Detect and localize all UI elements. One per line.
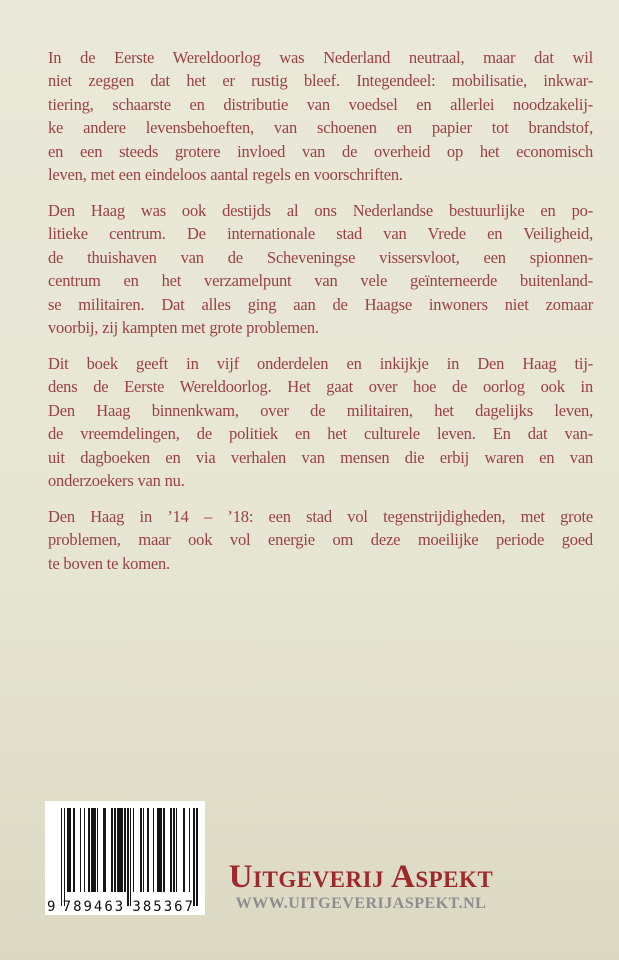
text-line: onderzoekers van nu.	[48, 470, 185, 490]
barcode-digits	[47, 900, 195, 914]
text-line: Den Haag in ’14 – ’18: een stad vol tegenstrijdigheden, met grote	[48, 506, 593, 526]
back-cover-blurb	[48, 46, 593, 588]
text-line: problemen, maar ook vol energie om deze moeilijke periode goed	[48, 530, 593, 550]
blurb-paragraph	[48, 199, 593, 339]
text-line: de vreemdelingen, de politiek en het culturele leven. En dat van-	[48, 424, 593, 444]
isbn-barcode	[45, 801, 205, 915]
barcode-bars	[61, 808, 197, 908]
text-line: Den Haag was ook destijds al ons Nederlandse bestuurlijke en po-	[48, 200, 593, 220]
text-line: centrum en het verzamelpunt van vele geïnterneerde buitenland-	[48, 271, 593, 291]
text-line: niet zeggen dat het er rustig bleef. Integendeel: mobilisatie, inkwar-	[48, 71, 593, 91]
text-line: litieke centrum. De internationale stad van Vrede en Veiligheid,	[48, 224, 593, 244]
blurb-paragraph	[48, 352, 593, 492]
text-line: Den Haag binnenkwam, over de militairen, het dagelijks leven,	[48, 400, 593, 420]
text-line: In de Eerste Wereldoorlog was Nederland neutraal, maar dat wil	[48, 48, 593, 67]
footer	[45, 795, 597, 915]
text-line: Dit boek geeft in vijf onderdelen en inkijkje in Den Haag tij-	[48, 353, 593, 373]
text-line: en een steeds grotere invloed van de overheid op het economisch	[48, 141, 593, 161]
text-line: leven, met een eindeloos aantal regels en voorschriften.	[48, 165, 403, 185]
isbn-group-2: 385367	[132, 899, 195, 915]
text-line: de thuishaven van de Scheveningse vissersvloot, een spionnen-	[48, 247, 593, 267]
blurb-paragraph	[48, 505, 593, 575]
publisher-website: WWW.UITGEVERIJASPEKT.NL	[235, 895, 487, 913]
text-line: dens de Eerste Wereldoorlog. Het gaat over hoe de oorlog ook in	[48, 377, 593, 397]
text-line: se militairen. Dat alles ging aan de Haagse inwoners niet zomaar	[48, 294, 593, 314]
text-line: tiering, schaarste en distributie van voedsel en allerlei noodzakelij-	[48, 94, 593, 114]
publisher-block	[215, 861, 507, 913]
text-line: te boven te komen.	[48, 553, 170, 573]
publisher-name: Uitgeverij Aspekt	[228, 859, 494, 896]
text-line: voorbij, zij kampten met grote problemen.	[48, 317, 319, 337]
isbn-check-digit: 9	[47, 899, 56, 915]
isbn-group-1: 789463	[62, 899, 126, 915]
text-line: uit dagboeken en via verhalen van mensen die erbij waren en van	[48, 447, 593, 467]
text-line: ke andere levensbehoeften, van schoenen en papier tot brandstof,	[48, 118, 593, 138]
blurb-paragraph	[48, 46, 593, 186]
barcode-bar	[196, 808, 197, 906]
